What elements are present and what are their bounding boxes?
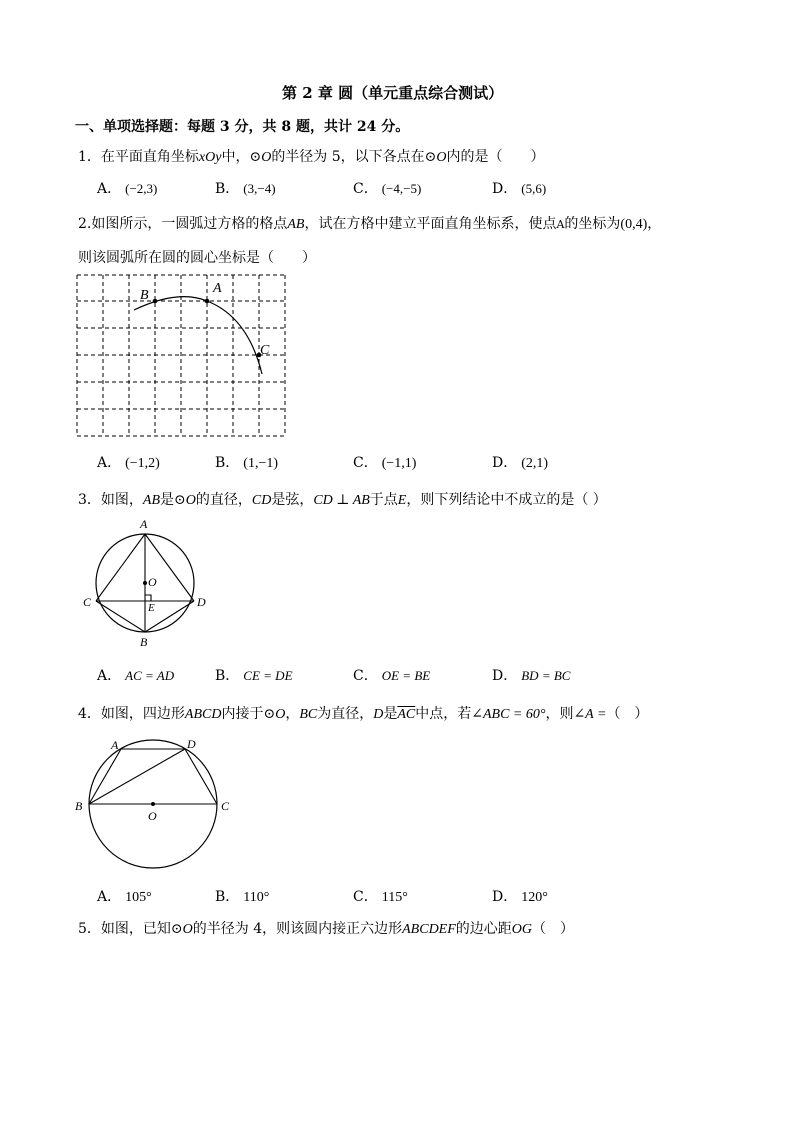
- option-label: A．: [97, 668, 122, 684]
- q2-arc: [134, 297, 262, 374]
- section-heading: 一、单项选择题：每题 3 分，共 8 题，共计 24 分。: [75, 119, 410, 135]
- q3-option-c[interactable]: [353, 665, 430, 685]
- q3-label-a: A: [140, 517, 148, 531]
- question-3-stem: [78, 489, 607, 509]
- option-label: C．: [353, 455, 378, 471]
- q4-math-d: D: [373, 707, 384, 722]
- q4-segments: [89, 749, 217, 804]
- q3-math-cd: CD: [251, 493, 272, 508]
- q3-math-ab: AB: [142, 493, 161, 508]
- q3-label-o: O: [148, 575, 157, 589]
- q3-text-2: 是: [160, 492, 175, 508]
- q3-math-e: E: [397, 493, 407, 508]
- q3-text-3: 的直径，: [195, 492, 252, 508]
- q3-text-1: 3．如图，: [78, 492, 143, 508]
- q4-text-1: 4．如图，四边形: [78, 706, 185, 722]
- option-label: B．: [215, 889, 240, 905]
- q3-label-d: D: [197, 595, 206, 609]
- q1-option-b[interactable]: [215, 178, 276, 198]
- q2-math-a: A: [556, 218, 565, 231]
- option-label: D．: [492, 889, 518, 905]
- q4-option-b[interactable]: [215, 886, 269, 906]
- q3-label-b: B: [140, 635, 148, 649]
- option-value: 105°: [125, 890, 152, 905]
- q3-option-b[interactable]: [215, 665, 293, 685]
- q5-text-1: 5．如图，已知: [78, 921, 171, 937]
- option-label: B．: [215, 455, 240, 471]
- option-value: (−1,2): [125, 456, 160, 471]
- q1-text-1: 1．在平面直角坐标: [78, 149, 199, 165]
- option-label: D．: [492, 455, 518, 471]
- q2-text-4: ，: [647, 216, 662, 232]
- option-value: (3,−4): [243, 181, 276, 196]
- option-label: D．: [492, 668, 518, 684]
- q4-label-b: B: [75, 799, 83, 813]
- option-label: C．: [353, 181, 378, 197]
- q1-text-3: 的半径为 5，以下各点在: [271, 149, 425, 165]
- q4-text-3: ，: [285, 706, 300, 722]
- q4-option-a[interactable]: [97, 886, 152, 906]
- option-value: 120°: [521, 890, 548, 905]
- q5-math-hexagon: ABCDEF: [402, 922, 456, 937]
- q2-label-c: C: [260, 343, 270, 358]
- q3-option-d[interactable]: [492, 665, 570, 685]
- q3-text-6: ，则下列结论中不成立的是（ ）: [406, 492, 607, 508]
- option-value: (1,−1): [243, 456, 279, 471]
- q2-label-a: A: [213, 281, 222, 296]
- option-value: 115°: [381, 890, 408, 905]
- q4-label-c: C: [221, 799, 230, 813]
- q4-math-arc-ac: $\overline{AC}$: [397, 707, 416, 722]
- q4-option-c[interactable]: [353, 886, 408, 906]
- q1-text-4: 内的是（ ）: [446, 149, 545, 165]
- q4-math-bc: BC: [299, 707, 318, 722]
- q4-text-6: 中点，若: [415, 706, 472, 722]
- q3-math-perp: CD ⊥ AB: [313, 493, 370, 508]
- q2-option-c[interactable]: [353, 452, 416, 472]
- option-label: C．: [353, 668, 378, 684]
- q3-option-a[interactable]: [97, 665, 174, 685]
- q3-label-e: E: [148, 602, 155, 614]
- option-value: OE = BE: [381, 668, 431, 683]
- q2-math-coord: (0,4): [620, 217, 648, 232]
- option-value: (2,1): [521, 456, 549, 471]
- option-value: (5,6): [521, 181, 547, 196]
- question-5-stem: [78, 918, 574, 938]
- q2-grid-figure: [74, 272, 290, 442]
- q4-math-circle: ⊙O: [263, 707, 286, 722]
- q4-text-2: 内接于: [221, 706, 264, 722]
- option-label: A．: [97, 889, 122, 905]
- question-2-stem-line2: 则该圆弧所在圆的圆心坐标是（ ）: [78, 250, 316, 266]
- q4-center-dot: [151, 802, 155, 806]
- option-value: (−2,3): [125, 181, 158, 196]
- q4-label-d: D: [187, 737, 196, 751]
- q2-text-2: ，试在方格中建立平面直角坐标系，使点: [304, 216, 557, 232]
- q1-option-d[interactable]: [492, 178, 546, 198]
- option-value: (−4,−5): [381, 181, 422, 196]
- option-value: BD = BC: [521, 668, 571, 683]
- q2-math-ab: AB: [287, 217, 305, 232]
- option-value: 110°: [243, 890, 270, 905]
- option-value: AC = AD: [125, 668, 175, 683]
- option-value: CE = DE: [243, 668, 293, 683]
- q3-text-4: 是弦，: [271, 492, 314, 508]
- q4-label-a: A: [111, 738, 119, 752]
- q4-math-abcd: ABCD: [184, 707, 222, 722]
- q4-text-5: 是: [383, 706, 398, 722]
- q4-math-angle-a: ∠A =: [573, 707, 607, 722]
- q4-option-d[interactable]: [492, 886, 548, 906]
- q2-text-1: 2.如图所示，一圆弧过方格的格点: [78, 216, 288, 232]
- q1-math-circle-2: ⊙O: [424, 150, 447, 165]
- question-1-stem: [78, 146, 545, 166]
- q3-circle-figure: [78, 514, 213, 652]
- q2-label-b: B: [140, 288, 149, 303]
- q4-circle-figure: [72, 732, 240, 874]
- q2-option-a[interactable]: [97, 452, 160, 472]
- q3-math-circle: ⊙O: [174, 493, 196, 508]
- q1-math-circle: ⊙O: [249, 150, 272, 165]
- q3-text-5: 于点: [369, 492, 398, 508]
- q5-text-3: 的边心距: [455, 921, 512, 937]
- q1-option-a[interactable]: [97, 178, 157, 198]
- q2-point-b: [153, 299, 158, 304]
- q5-math-og: OG: [511, 922, 533, 937]
- q1-option-c[interactable]: [353, 178, 421, 198]
- q5-text-2: 的半径为 4，则该圆内接正六边形: [192, 921, 403, 937]
- q2-grid-lines: [77, 275, 285, 436]
- q3-center-dot: [143, 581, 147, 585]
- q4-label-o: O: [148, 809, 157, 823]
- question-2-stem-line1: [78, 213, 661, 233]
- option-label: A．: [97, 181, 122, 197]
- q4-text-7: ，则: [545, 706, 574, 722]
- q4-math-angle-abc: ∠ABC = 60°: [471, 707, 546, 722]
- q4-text-8: （ ）: [606, 706, 649, 722]
- q4-text-4: 为直径，: [317, 706, 374, 722]
- option-label: C．: [353, 889, 378, 905]
- option-label: D．: [492, 181, 518, 197]
- q2-point-a: [205, 299, 210, 304]
- q1-text-2: 中，: [221, 149, 250, 165]
- q1-math-xoy: xOy: [198, 150, 222, 165]
- q2-text-3: 的坐标为: [564, 216, 621, 232]
- option-label: B．: [215, 668, 240, 684]
- q3-label-c: C: [83, 595, 92, 609]
- q5-text-4: （ ）: [532, 921, 575, 937]
- page-title: 第 2 章 圆（单元重点综合测试）: [282, 84, 504, 102]
- q5-math-circle: ⊙O: [170, 922, 193, 937]
- q2-option-b[interactable]: [215, 452, 278, 472]
- question-4-stem: [78, 703, 648, 723]
- option-label: B．: [215, 181, 240, 197]
- option-label: A．: [97, 455, 122, 471]
- option-value: (−1,1): [381, 456, 417, 471]
- q2-option-d[interactable]: [492, 452, 548, 472]
